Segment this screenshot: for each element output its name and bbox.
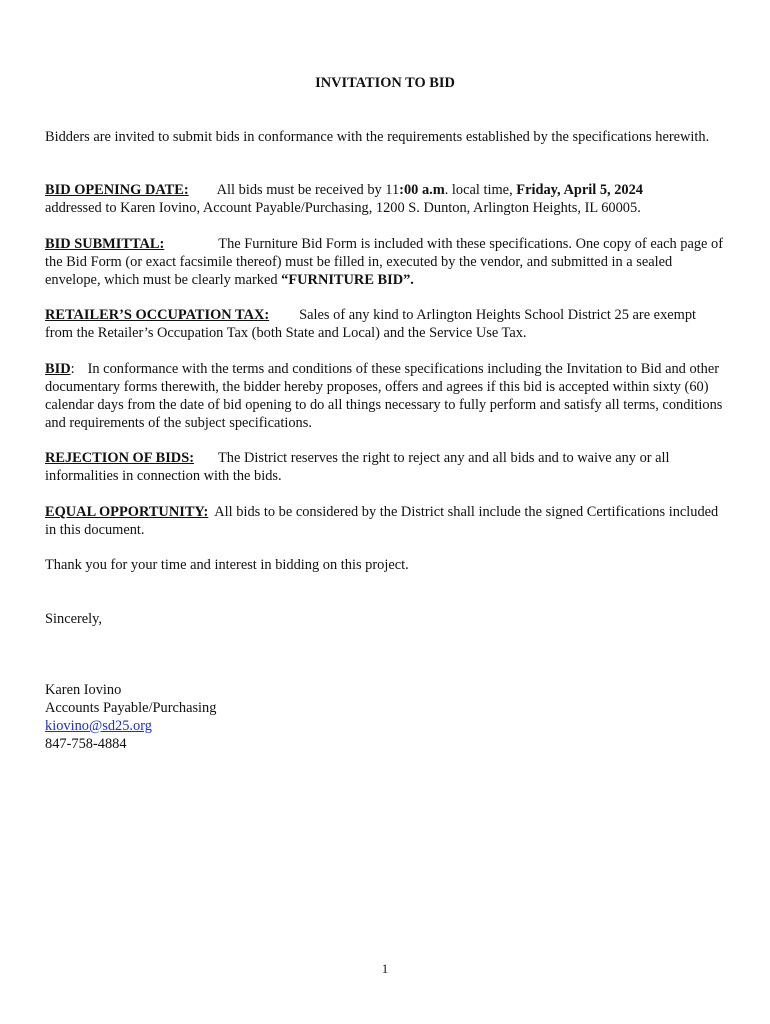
bid-opening-address: addressed to Karen Iovino, Account Payable/Purchasing, 1200 S. Dunton, Arlington Heights, IL 60005. — [45, 200, 641, 216]
equal-opportunity-heading: EQUAL OPPORTUNITY: — [45, 504, 209, 520]
occupation-tax-heading: RETAILER’S OCCUPATION TAX: — [45, 307, 270, 323]
bid-opening-date: Friday, April 5, 2024 — [516, 182, 644, 198]
page-number: 1 — [381, 962, 389, 976]
occupation-tax-paragraph — [45, 306, 725, 342]
bid-submittal-paragraph — [45, 235, 725, 289]
bid-opening-paragraph — [45, 181, 725, 217]
intro-paragraph: Bidders are invited to submit bids in conformance with the requirements established by the specifications herewith. — [45, 129, 710, 145]
bid-heading: BID — [45, 361, 71, 377]
signature-name: Karen Iovino — [45, 682, 122, 698]
signature-phone: 847-758-4884 — [45, 736, 127, 752]
bid-opening-text-1: All bids must be received by 11 — [216, 182, 400, 198]
occupation-tax-text: Sales of any kind to Arlington Heights School District 25 are exempt from the Retailer’s Occupation Tax (both State and Local) and the Service Use Tax. — [45, 307, 697, 341]
rejection-text: The District reserves the right to reject any and all bids and to waive any or all informalities in connection with the bids. — [45, 450, 670, 484]
bid-opening-time: :00 a.m — [399, 182, 445, 198]
signature-role: Accounts Payable/Purchasing — [45, 700, 217, 716]
rejection-paragraph — [45, 449, 725, 485]
rejection-heading: REJECTION OF BIDS: — [45, 450, 194, 466]
page-title: INVITATION TO BID — [315, 75, 455, 91]
closing: Sincerely, — [45, 611, 103, 627]
bid-submittal-text: The Furniture Bid Form is included with these specifications. One copy of each page of the Bid Form (or exact facsimile thereof) must be filled in, executed by the vendor, and submitted in a sealed envelope, which must be clearly marked — [45, 236, 724, 288]
bid-opening-heading: BID OPENING DATE: — [45, 182, 189, 198]
bid-text: In conformance with the terms and conditions of these specifications including the Invitation to Bid and other documentary forms therewith, the bidder hereby proposes, offers and agrees if this bid is accepted within sixty (60) calendar days from the date of bid opening to do all things necessary to fully perform and satisfy all terms, conditions and requirements of the subject specifications. — [45, 361, 723, 431]
bid-colon: : — [70, 361, 75, 377]
bid-submittal-heading: BID SUBMITTAL: — [45, 236, 165, 252]
email-link[interactable]: kiovino@sd25.org — [45, 718, 152, 734]
bid-opening-text-2: . local time, — [444, 182, 517, 198]
thanks-paragraph: Thank you for your time and interest in bidding on this project. — [45, 557, 409, 573]
bid-submittal-marking: “FURNITURE BID”. — [281, 272, 414, 288]
signature-block — [45, 681, 725, 753]
equal-opportunity-paragraph — [45, 503, 725, 539]
equal-opportunity-text: All bids to be considered by the District shall include the signed Certifications included in this document. — [45, 504, 719, 538]
bid-paragraph — [45, 360, 725, 432]
